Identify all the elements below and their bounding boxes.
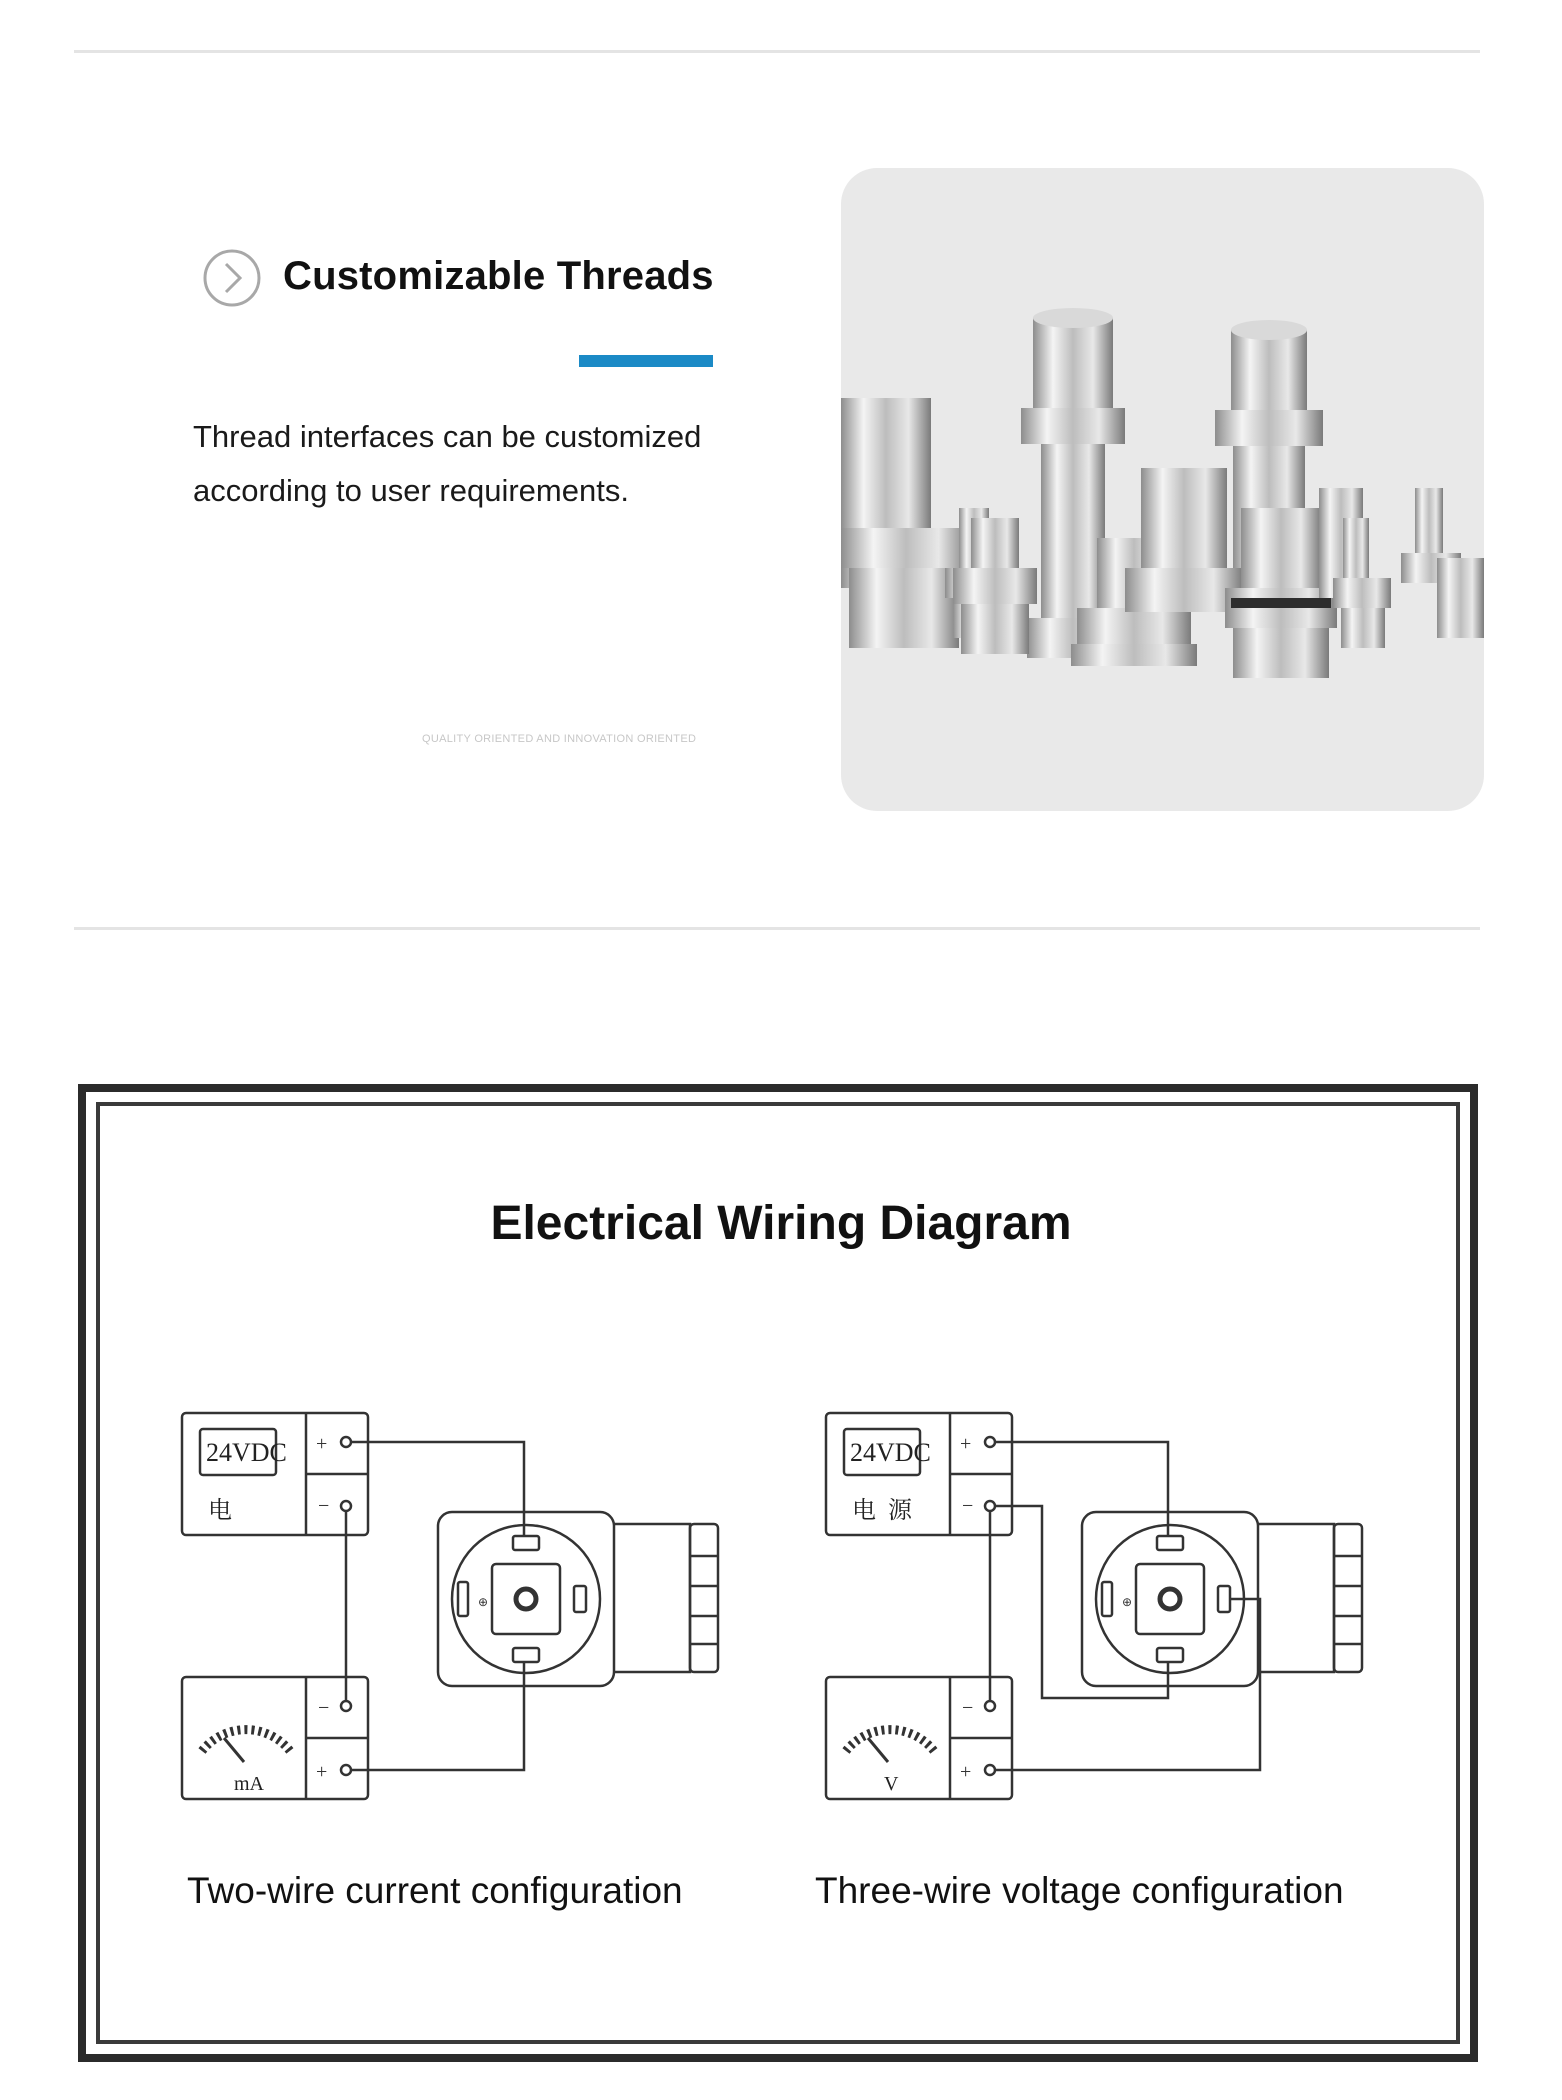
svg-text:+: + — [960, 1433, 972, 1455]
supply-label: 24VDC — [850, 1438, 931, 1467]
section-divider — [74, 927, 1480, 930]
two-wire-diagram — [178, 1396, 758, 1816]
svg-text:+: + — [960, 1761, 972, 1783]
svg-text:−: − — [962, 1697, 974, 1719]
chevron-right-circle-icon — [202, 248, 262, 308]
svg-text:−: − — [318, 1495, 330, 1517]
fitting-left-clamp — [841, 398, 971, 648]
accent-bar — [579, 355, 713, 367]
feature-description-line: according to user requirements. — [193, 473, 629, 508]
feature-description — [193, 410, 793, 518]
diagram-title: Electrical Wiring Diagram — [490, 1197, 1072, 1250]
product-photo — [841, 168, 1484, 811]
supply-label: 24VDC — [206, 1438, 287, 1467]
svg-text:⊕: ⊕ — [478, 1595, 489, 1609]
supply-sub-label: 电 源 — [852, 1498, 912, 1524]
feature-description-line: Thread interfaces can be customized — [193, 419, 702, 454]
svg-text:⊕: ⊕ — [1122, 1595, 1133, 1609]
three-wire-caption: Three-wire voltage configuration — [815, 1870, 1344, 1911]
three-wire-diagram — [822, 1396, 1402, 1816]
meter-unit: mA — [234, 1773, 264, 1795]
two-wire-caption: Two-wire current configuration — [187, 1870, 683, 1911]
top-divider — [74, 50, 1480, 53]
fitting-far-right — [1401, 488, 1484, 638]
feature-title: Customizable Threads — [283, 254, 714, 298]
supply-sub-label: 电 — [208, 1498, 232, 1524]
slogan: QUALITY ORIENTED AND INNOVATION ORIENTED — [422, 733, 697, 745]
svg-text:−: − — [318, 1697, 330, 1719]
svg-text:−: − — [962, 1495, 974, 1517]
svg-text:+: + — [316, 1433, 328, 1455]
svg-text:+: + — [316, 1761, 328, 1783]
meter-unit: V — [884, 1773, 899, 1795]
connector-body — [438, 1512, 614, 1686]
